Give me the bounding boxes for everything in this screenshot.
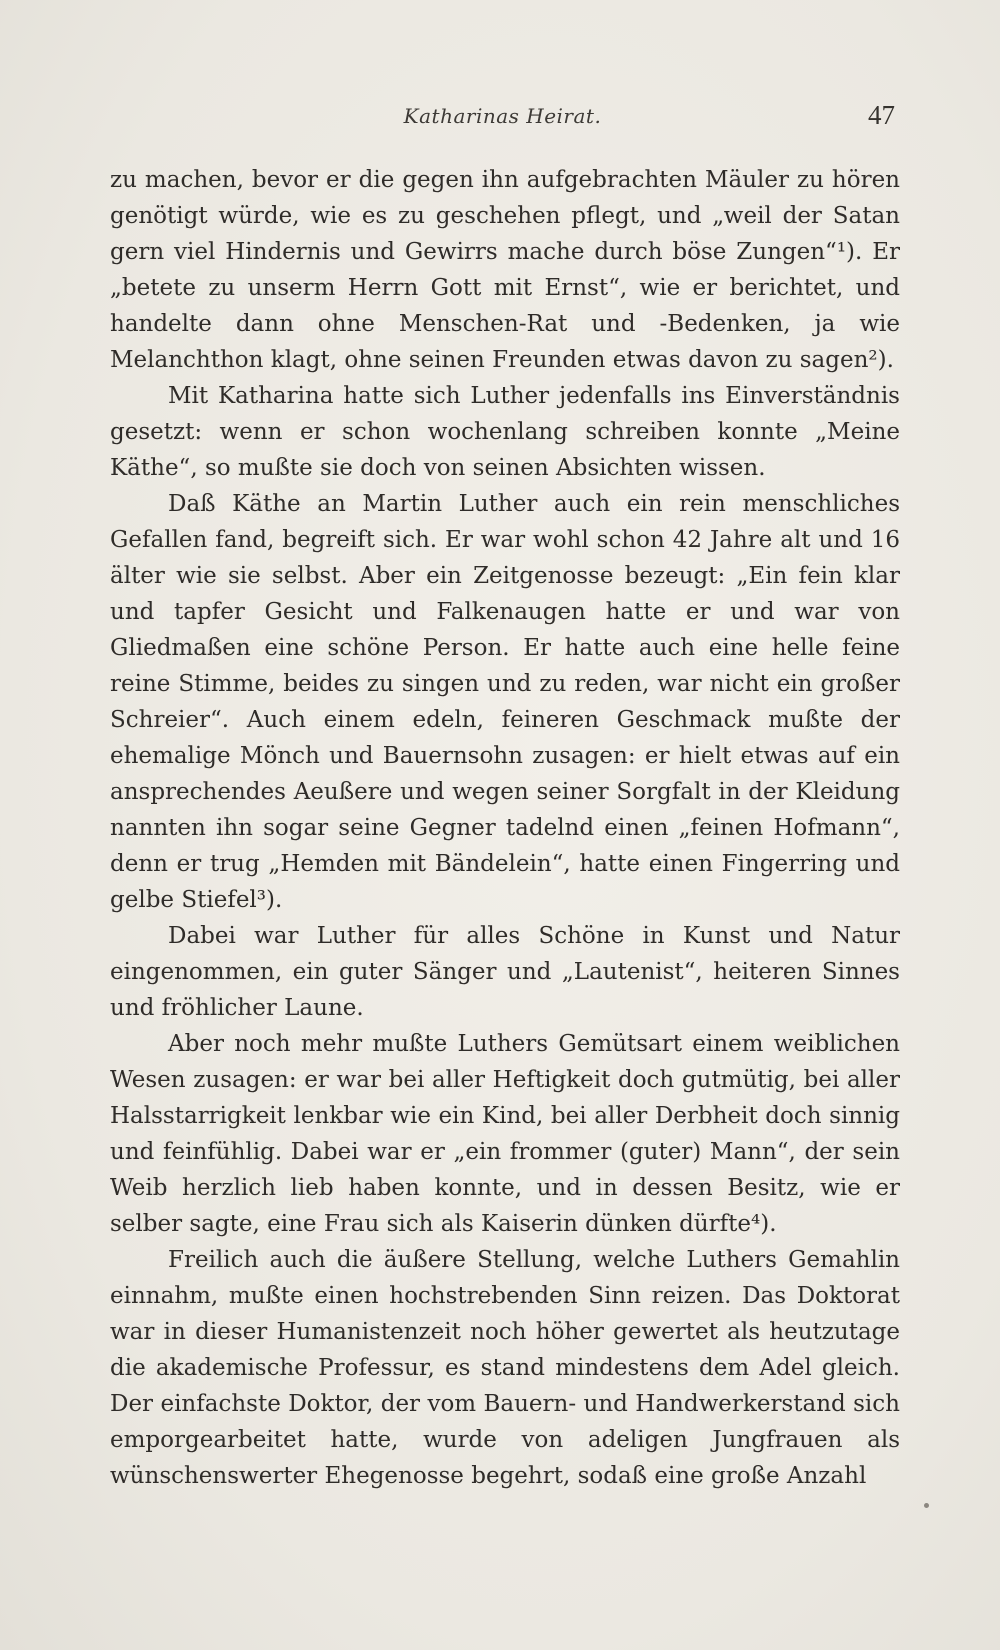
paragraph-1: zu machen, bevor er die gegen ihn aufgebrachten Mäuler zu hören genötigt würde, wie es zu geschehen pflegt, und „weil der Satan gern viel Hindernis und Gewirrs mache durch böse Zungen“¹). Er „betete zu unserm Herrn Gott mit Ernst“, wie er berichtet, und handelte dann ohne Menschen-Rat und -Bedenken, ja wie Melanchthon klagt, ohne seinen Freunden etwas davon zu sagen²). — [110, 167, 900, 373]
paragraph-6: Freilich auch die äußere Stellung, welche Luthers Gemahlin einnahm, mußte einen hochstrebenden Sinn reizen. Das Doktorat war in dieser Humanistenzeit noch höher gewertet als heutzutage die akademische Professur, es stand mindestens dem Adel gleich. Der einfachste Doktor, der vom Bauern- und Handwerkerstand sich emporgearbeitet hatte, wurde von adeligen Jungfrauen als wünschenswerter Ehegenosse begehrt, sodaß eine große Anzahl — [110, 1247, 900, 1489]
paragraph-4: Dabei war Luther für alles Schöne in Kunst und Natur eingenommen, ein guter Sänger und „Lautenist“, heiteren Sinnes und fröhlicher Laune. — [110, 923, 900, 1021]
paragraph-5: Aber noch mehr mußte Luthers Gemütsart einem weiblichen Wesen zusagen: er war bei aller Heftigkeit doch gutmütig, bei aller Halsstarrigkeit lenkbar wie ein Kind, bei aller Derbheit doch sinnig und feinfühlig. Dabei war er „ein frommer (guter) Mann“, der sein Weib herzlich lieb haben konnte, und in dessen Besitz, wie er selber sagte, eine Frau sich als Kaiserin dünken dürfte⁴). — [110, 1031, 900, 1237]
page-header — [110, 98, 895, 138]
body-text — [110, 162, 900, 1494]
running-title: Katharinas Heirat. — [403, 104, 602, 128]
page-number: 47 — [868, 100, 895, 130]
paragraph-2: Mit Katharina hatte sich Luther jedenfalls ins Einverständnis gesetzt: wenn er schon wochenlang schreiben konnte „Meine Käthe“, so mußte sie doch von seinen Absichten wissen. — [110, 383, 900, 481]
paragraph-3: Daß Käthe an Martin Luther auch ein rein menschliches Gefallen fand, begreift sich. Er war wohl schon 42 Jahre alt und 16 älter wie sie selbst. Aber ein Zeitgenosse bezeugt: „Ein fein klar und tapfer Gesicht und Falkenaugen hatte er und war von Gliedmaßen eine schöne Person. Er hatte auch eine helle feine reine Stimme, beides zu singen und zu reden, war nicht ein großer Schreier“. Auch einem edeln, feineren Geschmack mußte der ehemalige Mönch und Bauernsohn zusagen: er hielt etwas auf ein ansprechendes Aeußere und wegen seiner Sorgfalt in der Kleidung nannten ihn sogar seine Gegner tadelnd einen „feinen Hofmann“, denn er trug „Hemden mit Bändelein“, hatte einen Fingerring und gelbe Stiefel³). — [110, 491, 900, 913]
paper-speck — [924, 1503, 929, 1508]
